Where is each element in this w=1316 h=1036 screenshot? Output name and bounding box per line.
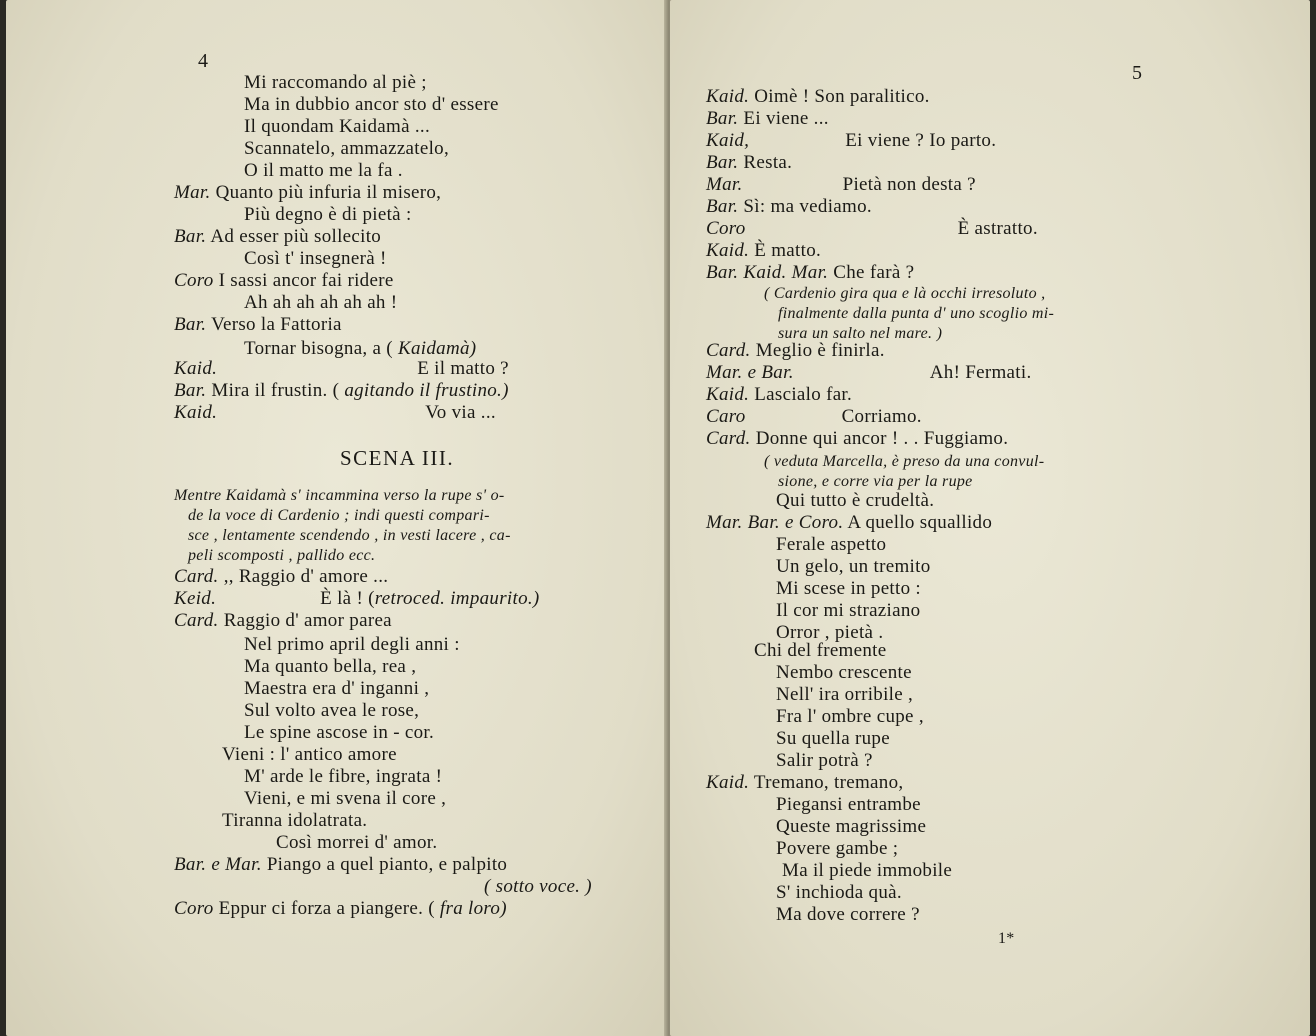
verse-line: Ma il piede immobile: [782, 860, 953, 881]
verse-line: Salir potrà ?: [776, 750, 873, 771]
verse-line: M' arde le fibre, ingrata !: [244, 766, 443, 787]
verse-line: Mi raccomando al piè ;: [244, 72, 427, 93]
verse-line: Coro È astratto.: [706, 218, 1038, 239]
verse-line: Kaid. E il matto ?: [174, 358, 509, 379]
verse-line: Coro I sassi ancor fai ridere: [174, 270, 394, 291]
verse-line: Kaid. Lascialo far.: [706, 384, 853, 405]
verse-line: Kaid. Oimè ! Son paralitico.: [706, 86, 930, 107]
verse-line: Bar. Verso la Fattoria: [174, 314, 342, 335]
page-number: 5: [1132, 62, 1142, 84]
verse-line: Chi del fremente: [754, 640, 887, 661]
verse-line: Mar. e Bar. Ah! Fermati.: [706, 362, 1032, 383]
verse-line: Scannatelo, ammazzatelo,: [244, 138, 450, 159]
verse-line: ( sotto voce. ): [484, 876, 592, 897]
verse-line: Le spine ascose in - cor.: [244, 722, 435, 743]
verse-line: Bar. e Mar. Piango a quel pianto, e palpito: [174, 854, 508, 875]
verse-line: Mar. Bar. e Coro. A quello squallido: [706, 512, 993, 533]
verse-line: Tiranna idolatrata.: [222, 810, 368, 831]
verse-line: Nell' ira orribile ,: [776, 684, 914, 705]
verse-line: S' inchioda quà.: [776, 882, 902, 903]
verse-line: Ah ah ah ah ah ah !: [244, 292, 398, 313]
verse-line: Qui tutto è crudeltà.: [776, 490, 935, 511]
verse-line: Card. Donne qui ancor ! . . Fuggiamo.: [706, 428, 1009, 449]
verse-line: Bar. Resta.: [706, 152, 793, 173]
verse-line: Kaid, Ei viene ? Io parto.: [706, 130, 997, 151]
verse-line: Queste magrissime: [776, 816, 927, 837]
verse-line: Card. ,, Raggio d' amore ...: [174, 566, 389, 587]
verse-line: Povere gambe ;: [776, 838, 899, 859]
verse-line: Piegansi entrambe: [776, 794, 921, 815]
signature-mark: 1*: [998, 930, 1015, 947]
verse-line: Così morrei d' amor.: [276, 832, 438, 853]
left-page: 4 Mi raccomando al piè ; Ma in dubbio ancor sto d' essere Il quondam Kaidamà ... Scannatelo, ammazzatelo, O il matto me la fa . Mar. Quanto più infuria il misero, Più degno è di pietà : Bar. Ad esser più sollecito Così t' insegnerà ! Coro I sassi ancor fai ridere Ah ah ah ah ah ah ! Bar. Verso la Fattoria Tornar bisogna, a ( Kaidamà) Kaid. E il matto ? Bar. Mira il frustin. ( agitando il frustino.) Kaid. Vo via ... SCENA III. Mentre Kaidamà s' incammina verso la rupe s' o- de la voce di Cardenio ; indi questi compari- sce , lentamente scendendo , in vesti lacere , ca- peli scomposti , pallido ecc. Card. ,, Raggio d' amore ... Keid. È là ! (retroced. impaurito.) Card. Raggio d' amor parea Nel primo april degli anni : Ma quanto bella, rea , Maestra era d' inganni , Sul volto avea le rose, Le spine ascose in - cor. Vieni : l' antico amore M' arde le fibre, ingrata ! Vieni, e mi svena il core , Tiranna idolatrata. Così morrei d' amor. Bar. e Mar. Piango a quel pianto, e palpito ( sotto voce. ) Coro Eppur ci forza a piangere. ( fra loro): [6, 0, 666, 1036]
verse-line: Ma dove correre ?: [776, 904, 920, 925]
verse-line: Il quondam Kaidamà ...: [244, 116, 430, 137]
verse-line: Bar. Ad esser più sollecito: [174, 226, 382, 247]
verse-line: Nembo crescente: [776, 662, 912, 683]
verse-line: Card. Raggio d' amor parea: [174, 610, 392, 631]
verse-line: Fra l' ombre cupe ,: [776, 706, 924, 727]
right-page: 5 Kaid. Oimè ! Son paralitico. Bar. Ei viene ... Kaid, Ei viene ? Io parto. Bar. Resta. Mar. Pietà non desta ? Bar. Sì: ma vediamo. Coro È astratto. Kaid. È matto. Bar. Kaid. Mar. Che farà ? ( Cardenio gira qua e là occhi irresoluto , finalmente dalla punta d' uno scoglio mi- sura un salto nel mare. ) Card. Meglio è finirla. Mar. e Bar. Ah! Fermati. Kaid. Lascialo far. Caro Corriamo. Card. Donne qui ancor ! . . Fuggiamo. ( veduta Marcella, è preso da una convul- sione, e corre via per la rupe Qui tutto è crudeltà. Mar. Bar. e Coro. A quello squallido Ferale aspetto Un gelo, un tremito Mi scese in petto : Il cor mi straziano Orror , pietà . Chi del fremente Nembo crescente Nell' ira orribile , Fra l' ombre cupe , Su quella rupe Salir potrà ? Kaid. Tremano, tremano, Piegansi entrambe Queste magrissime Povere gambe ; Ma il piede immobile S' inchioda quà. Ma dove correre ? 1*: [670, 0, 1310, 1036]
verse-line: Il cor mi straziano: [776, 600, 921, 621]
verse-line: Kaid. È matto.: [706, 240, 822, 261]
verse-line: Orror , pietà .: [776, 622, 884, 643]
verse-line: Vieni : l' antico amore: [222, 744, 397, 765]
verse-line: Kaid. Tremano, tremano,: [706, 772, 904, 793]
verse-line: Mar. Pietà non desta ?: [706, 174, 976, 195]
verse-line: Bar. Ei viene ...: [706, 108, 829, 129]
verse-line: Kaid. Vo via ...: [174, 402, 496, 423]
verse-line: Ferale aspetto: [776, 534, 887, 555]
verse-line: Mar. Quanto più infuria il misero,: [174, 182, 442, 203]
verse-line: Card. Meglio è finirla.: [706, 340, 885, 361]
verse-line: Nel primo april degli anni :: [244, 634, 460, 655]
verse-line: Caro Corriamo.: [706, 406, 922, 427]
verse-line: Bar. Sì: ma vediamo.: [706, 196, 872, 217]
verse-line: Keid. È là ! (retroced. impaurito.): [174, 588, 540, 609]
verse-line: Su quella rupe: [776, 728, 890, 749]
verse-line: Bar. Kaid. Mar. Che farà ?: [706, 262, 915, 283]
verse-line: Così t' insegnerà !: [244, 248, 387, 269]
scene-heading: SCENA III.: [340, 446, 455, 470]
verse-line: Ma in dubbio ancor sto d' essere: [244, 94, 499, 115]
verse-line: Un gelo, un tremito: [776, 556, 931, 577]
page-number: 4: [198, 50, 208, 72]
verse-line: Maestra era d' inganni ,: [244, 678, 430, 699]
verse-line: Vieni, e mi svena il core ,: [244, 788, 447, 809]
verse-line: Tornar bisogna, a ( Kaidamà): [244, 338, 477, 359]
verse-line: O il matto me la fa .: [244, 160, 403, 181]
verse-line: Ma quanto bella, rea ,: [244, 656, 417, 677]
verse-line: Bar. Mira il frustin. ( agitando il frustino.): [174, 380, 509, 401]
verse-line: Sul volto avea le rose,: [244, 700, 420, 721]
verse-line: Mi scese in petto :: [776, 578, 922, 599]
verse-line: Coro Eppur ci forza a piangere. ( fra loro): [174, 898, 507, 919]
verse-line: Più degno è di pietà :: [244, 204, 412, 225]
